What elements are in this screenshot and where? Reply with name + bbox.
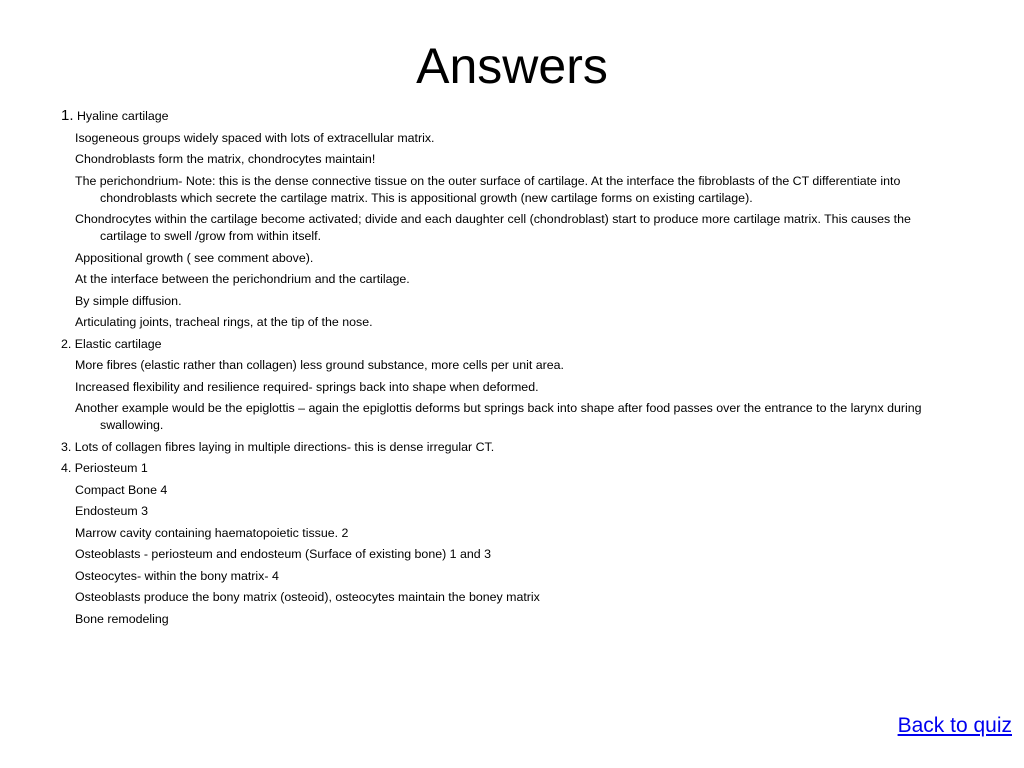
list-item: Appositional growth ( see comment above). [75, 250, 314, 265]
list-item: Marrow cavity containing haematopoietic tissue. 2 [75, 525, 349, 540]
list-item: At the interface between the perichondrium and the cartilage. [75, 272, 410, 286]
list-item: Endosteum 3 [75, 504, 149, 518]
list-item: Bone remodeling [75, 611, 169, 626]
list-item: Isogeneous groups widely spaced with lots of extracellular matrix. [75, 130, 435, 145]
list-item: Articulating joints, tracheal rings, at the tip of the nose. [75, 315, 373, 329]
list-item: The perichondrium- Note: this is the dense connective tissue on the outer surface of cartilage. At the interface the fibroblasts of the CT differentiate into chondroblasts which secrete the cartilage matrix. This is appositional growth (new cartilage forms on existing cartilage). [75, 173, 901, 205]
list-item: Compact Bone 4 [75, 482, 168, 497]
list-item: Increased flexibility and resilience required- springs back into shape when deformed. [75, 379, 539, 394]
list-item: Chondroblasts form the matrix, chondrocytes maintain! [75, 152, 376, 166]
list-item: Chondrocytes within the cartilage become activated; divide and each daughter cell (chondroblast) start to produce more cartilage matrix. This causes the cartilage to swell /grow from within itself. [75, 212, 911, 243]
list-item: More fibres (elastic rather than collagen) less ground substance, more cells per unit area. [75, 358, 564, 372]
item-number: 1. [61, 107, 74, 124]
list-item: Osteocytes- within the bony matrix- 4 [75, 568, 279, 583]
list-item: 4. Periosteum 1 [61, 461, 148, 475]
item-text: Hyaline cartilage [76, 109, 169, 123]
list-item [61, 107, 941, 125]
back-to-quiz-link[interactable]: Back to quiz [897, 714, 1012, 737]
list-item: 2. Elastic cartilage [61, 336, 162, 351]
list-item: Osteoblasts - periosteum and endosteum (Surface of existing bone) 1 and 3 [75, 547, 492, 561]
list-item: Another example would be the epiglottis – again the epiglottis deforms but springs back into shape after food passes over the entrance to the larynx during swallowing. [75, 401, 922, 432]
list-item: By simple diffusion. [75, 293, 182, 308]
list-item: Osteoblasts produce the bony matrix (osteoid), osteocytes maintain the boney matrix [75, 590, 540, 604]
page-title: Answers [416, 38, 608, 94]
list-item: 3. Lots of collagen fibres laying in multiple directions- this is dense irregular CT. [61, 439, 495, 454]
answers-list [61, 107, 941, 632]
